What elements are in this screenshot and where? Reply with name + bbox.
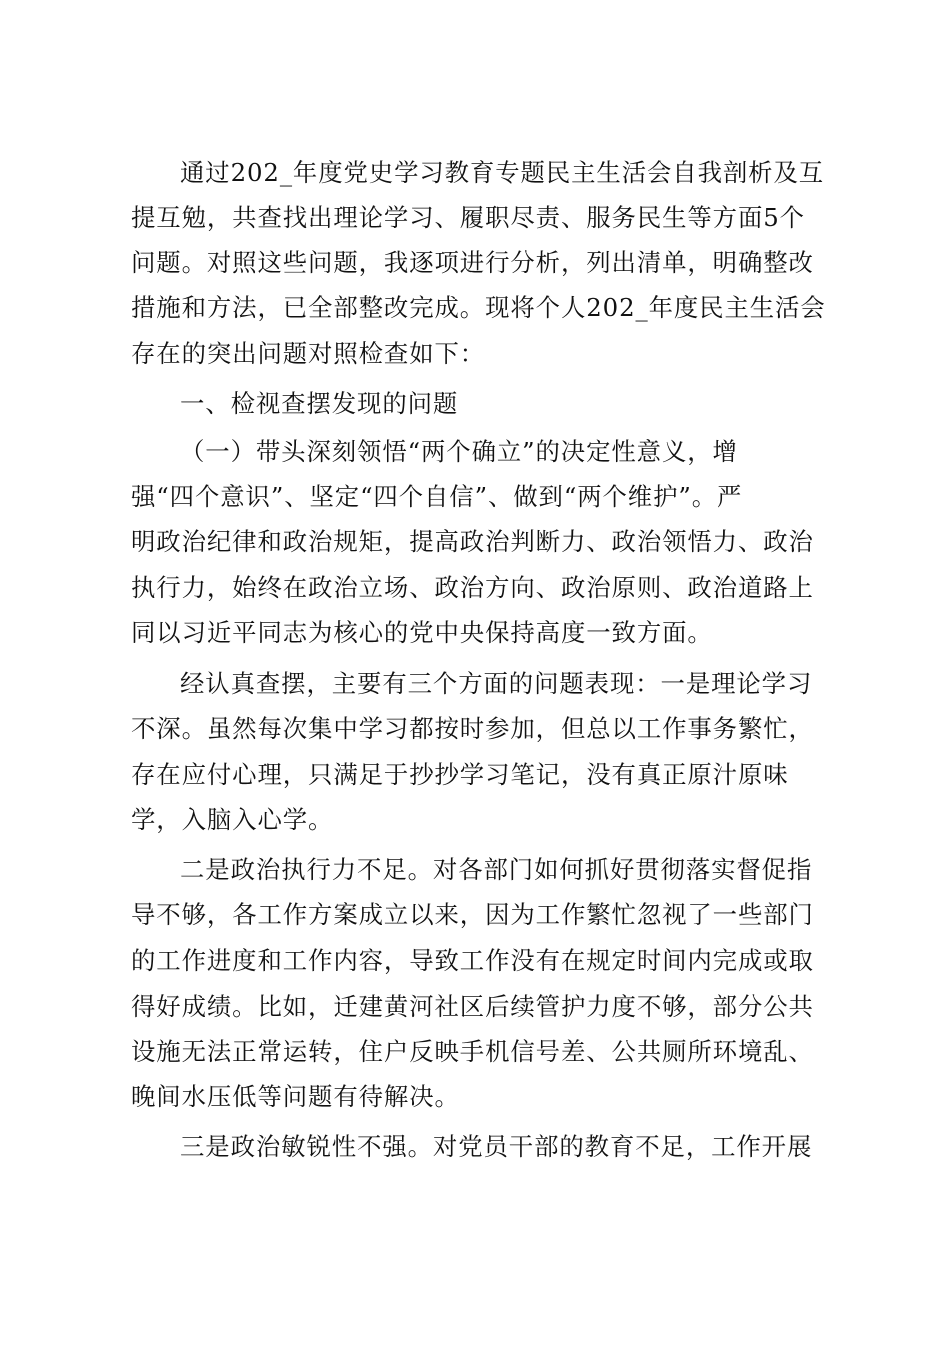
paragraph-line: 的工作进度和工作内容，导致工作没有在规定时间内完成或取 xyxy=(131,946,814,975)
paragraph-line: 措施和方法，已全部整改完成。现将个人202_年度民主生活会 xyxy=(131,293,826,322)
paragraph-line: 晚间水压低等问题有待解决。 xyxy=(131,1082,460,1111)
paragraph-line: 设施无法正常运转，住户反映手机信号差、公共厕所环境乱、 xyxy=(131,1037,814,1066)
paragraph-line: 得好成绩。比如，迁建黄河社区后续管护力度不够，部分公共 xyxy=(131,992,814,1021)
paragraph-line: 明政治纪律和政治规矩，提高政治判断力、政治领悟力、政治 xyxy=(131,527,814,556)
paragraph-line: 提互勉，共查找出理论学习、履职尽责、服务民生等方面5个 xyxy=(131,203,805,232)
paragraph-line: 通过202_年度党史学习教育专题民主生活会自我剖析及互 xyxy=(180,158,825,187)
paragraph-line: 三是政治敏锐性不强。对党员干部的教育不足，工作开展 xyxy=(180,1132,813,1161)
paragraph-line: 经认真查摆，主要有三个方面的问题表现：一是理论学习 xyxy=(180,669,813,698)
paragraph-line: 同以习近平同志为核心的党中央保持高度一致方面。 xyxy=(131,618,713,647)
paragraph-line: 学，入脑入心学。 xyxy=(131,805,334,834)
paragraph-line: 存在的突出问题对照检查如下： xyxy=(131,339,486,368)
paragraph-line: 二是政治执行力不足。对各部门如何抓好贯彻落实督促指 xyxy=(180,855,813,884)
paragraph-line: 不深。虽然每次集中学习都按时参加，但总以工作事务繁忙， xyxy=(131,714,814,743)
paragraph-line: 导不够，各工作方案成立以来，因为工作繁忙忽视了一些部门 xyxy=(131,900,814,929)
paragraph-line: 存在应付心理，只满足于抄抄学习笔记，没有真正原汁原味 xyxy=(131,760,789,789)
paragraph-line: 执行力，始终在政治立场、政治方向、政治原则、政治道路上 xyxy=(131,573,814,602)
subsection-heading: （一）带头深刻领悟“两个确立”的决定性意义，增 xyxy=(180,437,738,466)
paragraph-line: 问题。对照这些问题，我逐项进行分析，列出清单，明确整改 xyxy=(131,248,814,277)
section-heading: 一、检视查摆发现的问题 xyxy=(180,389,459,418)
paragraph-line: 强“四个意识”、坚定“四个自信”、做到“两个维护”。严 xyxy=(131,482,743,511)
